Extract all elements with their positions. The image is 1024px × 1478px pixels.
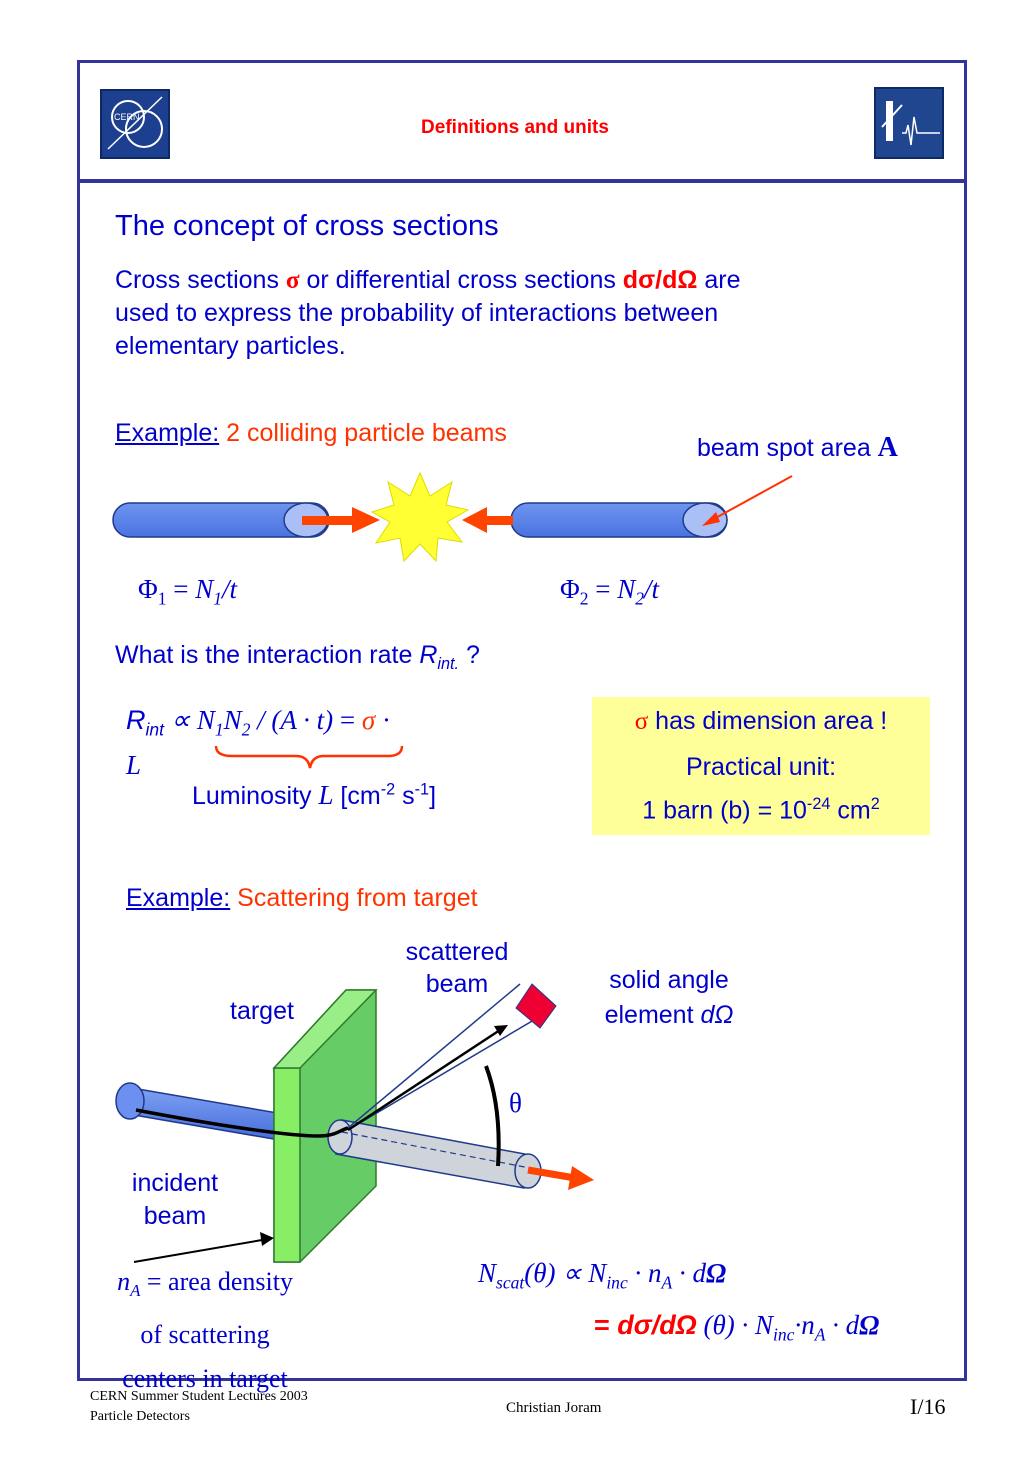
section-title: The concept of cross sections bbox=[115, 210, 499, 242]
right-arrow-icon bbox=[462, 507, 513, 533]
f2-d: · d bbox=[672, 1258, 706, 1288]
nA-line1 bbox=[92, 1260, 318, 1313]
theta-label: θ bbox=[509, 1088, 522, 1118]
example2-label: Example: bbox=[126, 884, 231, 912]
intro-line1 bbox=[115, 264, 935, 297]
footer-author: Christian Joram bbox=[506, 1400, 602, 1416]
formula-N2: N bbox=[223, 705, 242, 735]
right-beam bbox=[511, 503, 727, 537]
f2-inc: inc bbox=[606, 1272, 628, 1293]
scattering-formula-line1 bbox=[478, 1258, 726, 1293]
f2b-Omega: Ω bbox=[859, 1310, 880, 1340]
nA-definition bbox=[92, 1260, 318, 1401]
phi1-t: /t bbox=[222, 574, 238, 604]
footer-left-line1: CERN Summer Student Lectures 2003 bbox=[90, 1389, 308, 1404]
solid-dOmega: dΩ bbox=[700, 1001, 734, 1029]
f2-Omega: Ω bbox=[705, 1258, 727, 1288]
luminosity-label bbox=[192, 780, 436, 811]
page-number: I/16 bbox=[910, 1394, 946, 1419]
intro-text-3: are bbox=[697, 266, 741, 294]
phi2-formula bbox=[560, 574, 659, 609]
phi1-Nsub: 1 bbox=[213, 588, 223, 609]
example2-heading bbox=[126, 884, 478, 913]
f2-A: A bbox=[661, 1272, 673, 1293]
phi2-sub: 2 bbox=[579, 588, 589, 609]
f2-scat: scat bbox=[496, 1272, 525, 1293]
phi1-formula bbox=[138, 574, 237, 609]
formula-R: R bbox=[126, 705, 146, 735]
units-exp2: -1 bbox=[414, 780, 430, 799]
f2b-dsigma: dσ/dΩ bbox=[617, 1310, 697, 1340]
solid-line1: solid angle bbox=[609, 966, 729, 994]
interaction-rate-question bbox=[115, 641, 480, 674]
nA-line2: of scattering bbox=[140, 1320, 270, 1350]
note-line2: Practical unit: bbox=[685, 753, 837, 781]
scattering-formula-line2 bbox=[594, 1310, 879, 1345]
question-R: R bbox=[419, 641, 438, 669]
collision-starburst-icon bbox=[372, 473, 468, 561]
nA-sub: A bbox=[130, 1281, 141, 1301]
incident-line1: incident bbox=[131, 1169, 219, 1197]
note-line1 bbox=[592, 707, 930, 736]
luminosity-L: L bbox=[318, 780, 334, 810]
f2b-theta: (θ) · N bbox=[696, 1310, 774, 1340]
formula-eq: = bbox=[333, 705, 362, 735]
incident-line2: beam bbox=[143, 1202, 207, 1230]
f2-n: · n bbox=[627, 1258, 662, 1288]
question-mark: ? bbox=[459, 641, 480, 669]
beam-spot-symbol: A bbox=[877, 432, 898, 463]
intro-paragraph bbox=[115, 264, 935, 363]
phi2-symbol: Φ bbox=[560, 574, 580, 604]
f2b-eq: = bbox=[594, 1310, 618, 1340]
formula-dot: · bbox=[375, 705, 391, 735]
note-line1-text: has dimension area ! bbox=[648, 707, 888, 735]
nA-n: n bbox=[117, 1267, 131, 1296]
formula-rest: / (A · t) bbox=[250, 705, 334, 735]
example1-text: 2 colliding particle beams bbox=[219, 419, 507, 447]
incident-beam-label bbox=[110, 1167, 240, 1233]
beam-spot-pointer-icon bbox=[702, 476, 792, 526]
intro-text-2: or differential cross sections bbox=[299, 266, 623, 294]
question-Rsub: int. bbox=[437, 655, 460, 673]
phi1-symbol: Φ bbox=[138, 574, 158, 604]
intro-sigma: σ bbox=[285, 267, 300, 294]
detector-logo bbox=[874, 87, 944, 159]
luminosity-brace-icon bbox=[212, 742, 412, 782]
scattered-line2: beam bbox=[425, 970, 489, 998]
colliding-beams-diagram bbox=[0, 460, 1024, 660]
intro-dsigma: dσ/dΩ bbox=[622, 266, 698, 294]
footer-left bbox=[90, 1387, 308, 1427]
note-line3-a: 1 barn (b) = 10 bbox=[642, 796, 807, 825]
units-close: ] bbox=[429, 782, 437, 810]
example2-text: Scattering from target bbox=[230, 884, 478, 912]
formula-N1sub: 1 bbox=[214, 719, 224, 740]
note-line3-exp: -24 bbox=[806, 795, 831, 813]
intro-text-1: Cross sections bbox=[115, 266, 286, 294]
page-title: Definitions and units bbox=[421, 117, 609, 138]
f2-theta: (θ) ∝ N bbox=[524, 1258, 607, 1288]
formula-L: L bbox=[126, 750, 142, 781]
scattered-line1: scattered bbox=[405, 938, 509, 966]
f2b-d: · d bbox=[825, 1310, 860, 1340]
formula-prop: ∝ N bbox=[164, 705, 215, 735]
cern-logo-icon bbox=[100, 89, 170, 159]
note-line3-b: cm bbox=[830, 796, 871, 825]
note-sigma: σ bbox=[634, 708, 649, 735]
f2b-inc: inc bbox=[773, 1324, 795, 1345]
phi2-N: N bbox=[617, 574, 636, 604]
phi1-N: N bbox=[195, 574, 214, 604]
phi1-eq: = bbox=[166, 574, 196, 604]
units-mid: s bbox=[395, 782, 415, 810]
formula-Rsub: int bbox=[145, 719, 165, 740]
cern-logo-text: CERN bbox=[114, 112, 140, 122]
target-label: target bbox=[230, 997, 294, 1025]
phi2-t: /t bbox=[644, 574, 660, 604]
detector-logo-icon bbox=[874, 87, 944, 159]
phi2-Nsub: 2 bbox=[635, 588, 645, 609]
solid-line2: element bbox=[604, 1001, 701, 1029]
footer-left-line2: Particle Detectors bbox=[90, 1409, 190, 1424]
cern-logo bbox=[100, 89, 170, 159]
example1-heading bbox=[115, 419, 507, 448]
intro-line3: elementary particles. bbox=[115, 332, 346, 360]
left-beam bbox=[113, 503, 329, 537]
note-line3 bbox=[592, 795, 930, 825]
f2b-A: A bbox=[814, 1324, 826, 1345]
f2-N: N bbox=[478, 1258, 497, 1288]
formula-sigma: σ bbox=[361, 705, 376, 735]
f2b-n: ·n bbox=[794, 1310, 815, 1340]
barn-note-box bbox=[592, 697, 930, 835]
nA-line1-text: = area density bbox=[140, 1267, 293, 1296]
intro-line2: used to express the probability of interactions between bbox=[115, 299, 719, 327]
units-exp1: -2 bbox=[380, 780, 396, 799]
note-line3-exp2: 2 bbox=[870, 795, 880, 813]
luminosity-text: Luminosity bbox=[192, 782, 319, 810]
phi2-eq: = bbox=[588, 574, 618, 604]
example1-label: Example: bbox=[115, 419, 220, 447]
nA-line3: centers in target bbox=[122, 1364, 288, 1394]
units-open: [cm bbox=[333, 782, 381, 810]
phi1-sub: 1 bbox=[157, 588, 167, 609]
question-text: What is the interaction rate bbox=[115, 641, 420, 669]
beam-spot-text: beam spot area bbox=[697, 434, 878, 462]
formula-N2sub: 2 bbox=[241, 719, 251, 740]
target-pointer-icon bbox=[134, 1232, 274, 1262]
